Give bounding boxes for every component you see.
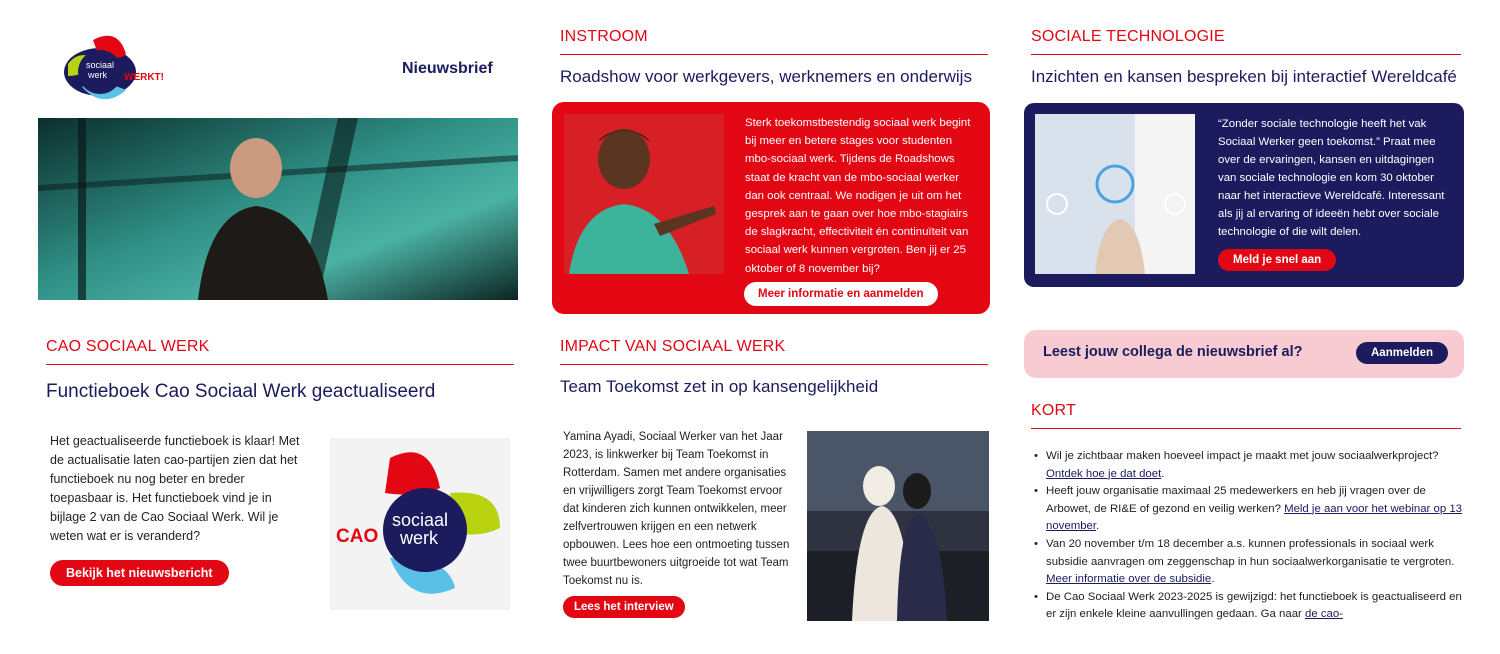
instroom-photo bbox=[564, 114, 724, 274]
list-item bbox=[1032, 589, 1462, 624]
impact-title[interactable]: Team Toekomst zet in op kansengelijkheid bbox=[560, 377, 879, 396]
kort-item-text: Heeft jouw organisatie maximaal 25 medewerkers en heb jij vragen over de Arbowet, de RI&E of gezond en veilig werken? bbox=[1046, 485, 1426, 515]
sign-up-fast-button[interactable]: Meld je snel aan bbox=[1218, 249, 1336, 271]
kort-section bbox=[1031, 402, 1461, 429]
logo-text-sociaal: sociaal bbox=[86, 60, 115, 70]
cao-section-heading: CAO SOCIAAL WERK bbox=[46, 338, 514, 365]
impact-photo bbox=[807, 431, 989, 621]
social-tech-title[interactable]: Inzichten en kansen bespreken bij interactief Wereldcafé bbox=[1031, 67, 1457, 86]
impact-section-heading: IMPACT VAN SOCIAAL WERK bbox=[560, 338, 988, 365]
newsletter-label: Nieuwsbrief bbox=[402, 60, 493, 77]
cao-sociaal-werk-logo bbox=[330, 438, 510, 610]
cao-section bbox=[46, 338, 514, 403]
kort-item-punct: . bbox=[1211, 573, 1215, 586]
more-info-button[interactable]: Meer informatie en aanmelden bbox=[744, 282, 938, 306]
social-tech-card bbox=[1024, 103, 1464, 287]
instroom-body: Sterk toekomstbestendig sociaal werk begint bij meer en betere stages voor studenten mbo-sociaal werk. Tijdens de Roadshows staat de kracht van de mbo-sociaal werker dan ook centraal. We nodigen je uit om het gesprek aan te gaan over hoe mbo-stagiairs de slagkracht, effectiviteit én continuïteit van sociaal werk kunnen vergroten. Ben jij er 25 oktober of 8 november bij? bbox=[745, 117, 971, 275]
instroom-section-heading: INSTROOM bbox=[560, 28, 988, 55]
kort-section-heading: KORT bbox=[1031, 402, 1461, 429]
list-item bbox=[1032, 483, 1462, 536]
social-tech-photo bbox=[1035, 114, 1195, 274]
kort-item-text: Wil je zichtbaar maken hoeveel impact je maakt met jouw sociaalwerkproject? bbox=[1046, 450, 1439, 462]
sociaal-werk-werkt-logo[interactable] bbox=[48, 32, 164, 107]
list-item bbox=[1032, 536, 1462, 589]
kort-item-link[interactable]: Meld je aan voor het webinar op 13 november bbox=[1046, 502, 1463, 533]
instroom-card bbox=[552, 102, 990, 314]
share-banner bbox=[1024, 330, 1464, 378]
cao-title[interactable]: Functieboek Cao Sociaal Werk geactualiseerd bbox=[46, 381, 436, 402]
kort-item-link[interactable]: Meer informatie over de subsidie bbox=[1046, 573, 1212, 586]
read-interview-button[interactable]: Lees het interview bbox=[563, 596, 685, 618]
kort-item-punct: . bbox=[1096, 520, 1100, 533]
social-tech-section bbox=[1031, 28, 1461, 87]
kort-item-link[interactable]: de cao- bbox=[1305, 608, 1343, 621]
impact-body: Yamina Ayadi, Sociaal Werker van het Jaar 2023, is linkwerker bij Team Toekomst in Rotterdam. Samen met andere organisaties en vrijwilligers zorgt Team Toekomst ervoor dat kinderen zich kunnen ontwikkelen, meer zelfvertrouwen krijgen en een netwerk opbouwen. Lees hoe een ontmoeting tussen twee buurtbewoners uitgroeide tot wat Team Toekomst nu is. bbox=[563, 431, 790, 587]
instroom-title[interactable]: Roadshow voor werkgevers, werknemers en onderwijs bbox=[560, 67, 972, 86]
kort-item-text: De Cao Sociaal Werk 2023-2025 is gewijzigd: het functieboek is geactualiseerd en er zijn enkele kleine aanvullingen gedaan. Ga naar bbox=[1046, 590, 1462, 621]
cao-logo-werk: werk bbox=[400, 528, 439, 548]
cao-body: Het geactualiseerde functieboek is klaar! Met de actualisatie laten cao-partijen zien dat het functieboek nu nog beter en breder toepasbaar is. Het functieboek vind je in bijlage 2 van de Cao Sociaal Werk. Wil je weten wat er is veranderd? bbox=[50, 434, 300, 543]
register-button[interactable]: Aanmelden bbox=[1356, 342, 1448, 364]
logo-text-werkt: WERKT! bbox=[124, 72, 164, 83]
instroom-section bbox=[560, 28, 988, 87]
bottom-clip bbox=[1018, 621, 1478, 654]
kort-list bbox=[1032, 448, 1462, 624]
cao-logo-sociaal: sociaal bbox=[392, 510, 449, 530]
cao-logo-text: CAO bbox=[336, 526, 379, 547]
kort-item-punct: . bbox=[1161, 467, 1165, 480]
kort-item-link[interactable]: Ontdek hoe je dat doet bbox=[1046, 467, 1162, 480]
view-news-button[interactable]: Bekijk het nieuwsbericht bbox=[50, 560, 229, 586]
social-tech-section-heading: SOCIALE TECHNOLOGIE bbox=[1031, 28, 1461, 55]
list-item bbox=[1032, 448, 1462, 483]
kort-item-text: Van 20 november t/m 18 december a.s. kunnen professionals in sociaal werk subsidie aanvragen om zeggenschap in hun sociaalwerkorganisatie te vergroten. bbox=[1046, 537, 1455, 568]
social-tech-body: “Zonder sociale technologie heeft het vak Sociaal Werker geen toekomst.” Praat mee over de ervaringen, kansen en uitdagingen van sociale technologie en kom 30 oktober naar het interactieve Wereldcafé. Interessant als jij al ervaring of ideeën hebt over sociale technologie of die wilt delen. bbox=[1218, 118, 1445, 238]
logo-text-werk: werk bbox=[88, 70, 108, 80]
share-text: Leest jouw collega de nieuwsbrief al? bbox=[1043, 344, 1303, 360]
impact-section bbox=[560, 338, 988, 397]
hero-photo bbox=[38, 118, 518, 300]
